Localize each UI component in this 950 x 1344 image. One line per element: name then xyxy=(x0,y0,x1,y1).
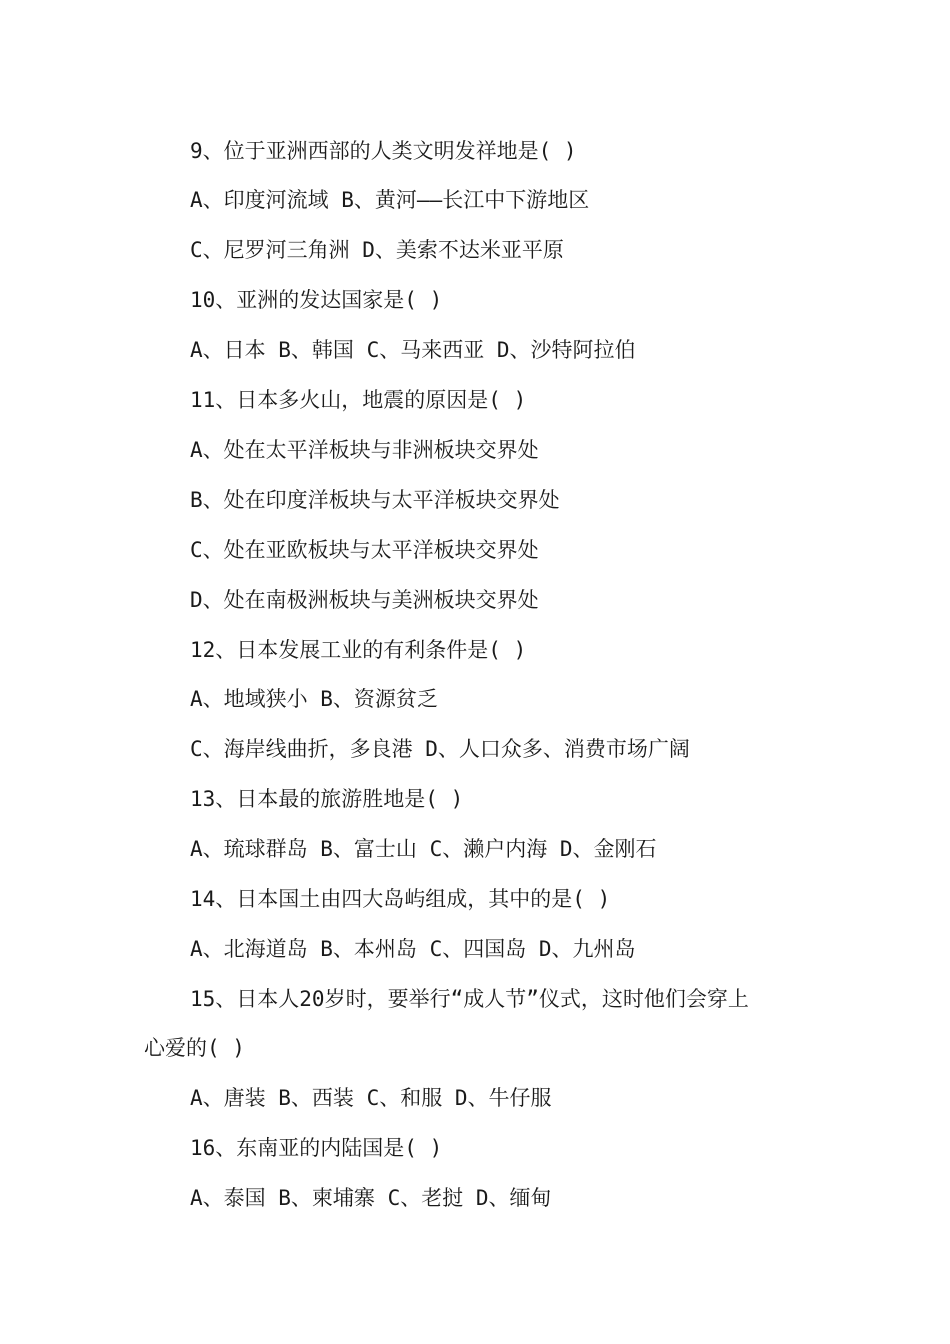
question-16-options: A、泰国 B、柬埔寨 C、老挝 D、缅甸 xyxy=(190,1186,552,1210)
question-10-options: A、日本 B、韩国 C、马来西亚 D、沙特阿拉伯 xyxy=(190,338,636,362)
question-9: 9、位于亚洲西部的人类文明发祥地是( ) xyxy=(190,139,577,163)
question-13: 13、日本最的旅游胜地是( ) xyxy=(190,787,464,811)
question-15-options: A、唐装 B、西装 C、和服 D、牛仔服 xyxy=(190,1086,552,1110)
question-14: 14、日本国土由四大岛屿组成，其中的是( ) xyxy=(190,887,611,911)
question-11-option-c: C、处在亚欧板块与太平洋板块交界处 xyxy=(190,538,539,562)
question-12: 12、日本发展工业的有利条件是( ) xyxy=(190,638,527,662)
question-16: 16、东南亚的内陆国是( ) xyxy=(190,1136,443,1160)
question-15-continuation: 心爱的( ) xyxy=(144,1036,245,1060)
question-11: 11、日本多火山，地震的原因是( ) xyxy=(190,388,527,412)
question-14-options: A、北海道岛 B、本州岛 C、四国岛 D、九州岛 xyxy=(190,937,636,961)
question-11-option-a: A、处在太平洋板块与非洲板块交界处 xyxy=(190,438,539,462)
question-12-options-cd: C、海岸线曲折，多良港 D、人口众多、消费市场广阔 xyxy=(190,737,690,761)
question-15: 15、日本人20岁时，要举行“成人节”仪式，这时他们会穿上 xyxy=(190,987,749,1011)
question-12-options-ab: A、地域狭小 B、资源贫乏 xyxy=(190,687,438,711)
question-9-options-cd: C、尼罗河三角洲 D、美索不达米亚平原 xyxy=(190,238,564,262)
question-11-option-d: D、处在南极洲板块与美洲板块交界处 xyxy=(190,588,539,612)
question-11-option-b: B、处在印度洋板块与太平洋板块交界处 xyxy=(190,488,560,512)
question-13-options: A、琉球群岛 B、富士山 C、濑户内海 D、金刚石 xyxy=(190,837,657,861)
question-9-options-ab: A、印度河流域 B、黄河——长江中下游地区 xyxy=(190,188,590,212)
question-10: 10、亚洲的发达国家是( ) xyxy=(190,288,443,312)
